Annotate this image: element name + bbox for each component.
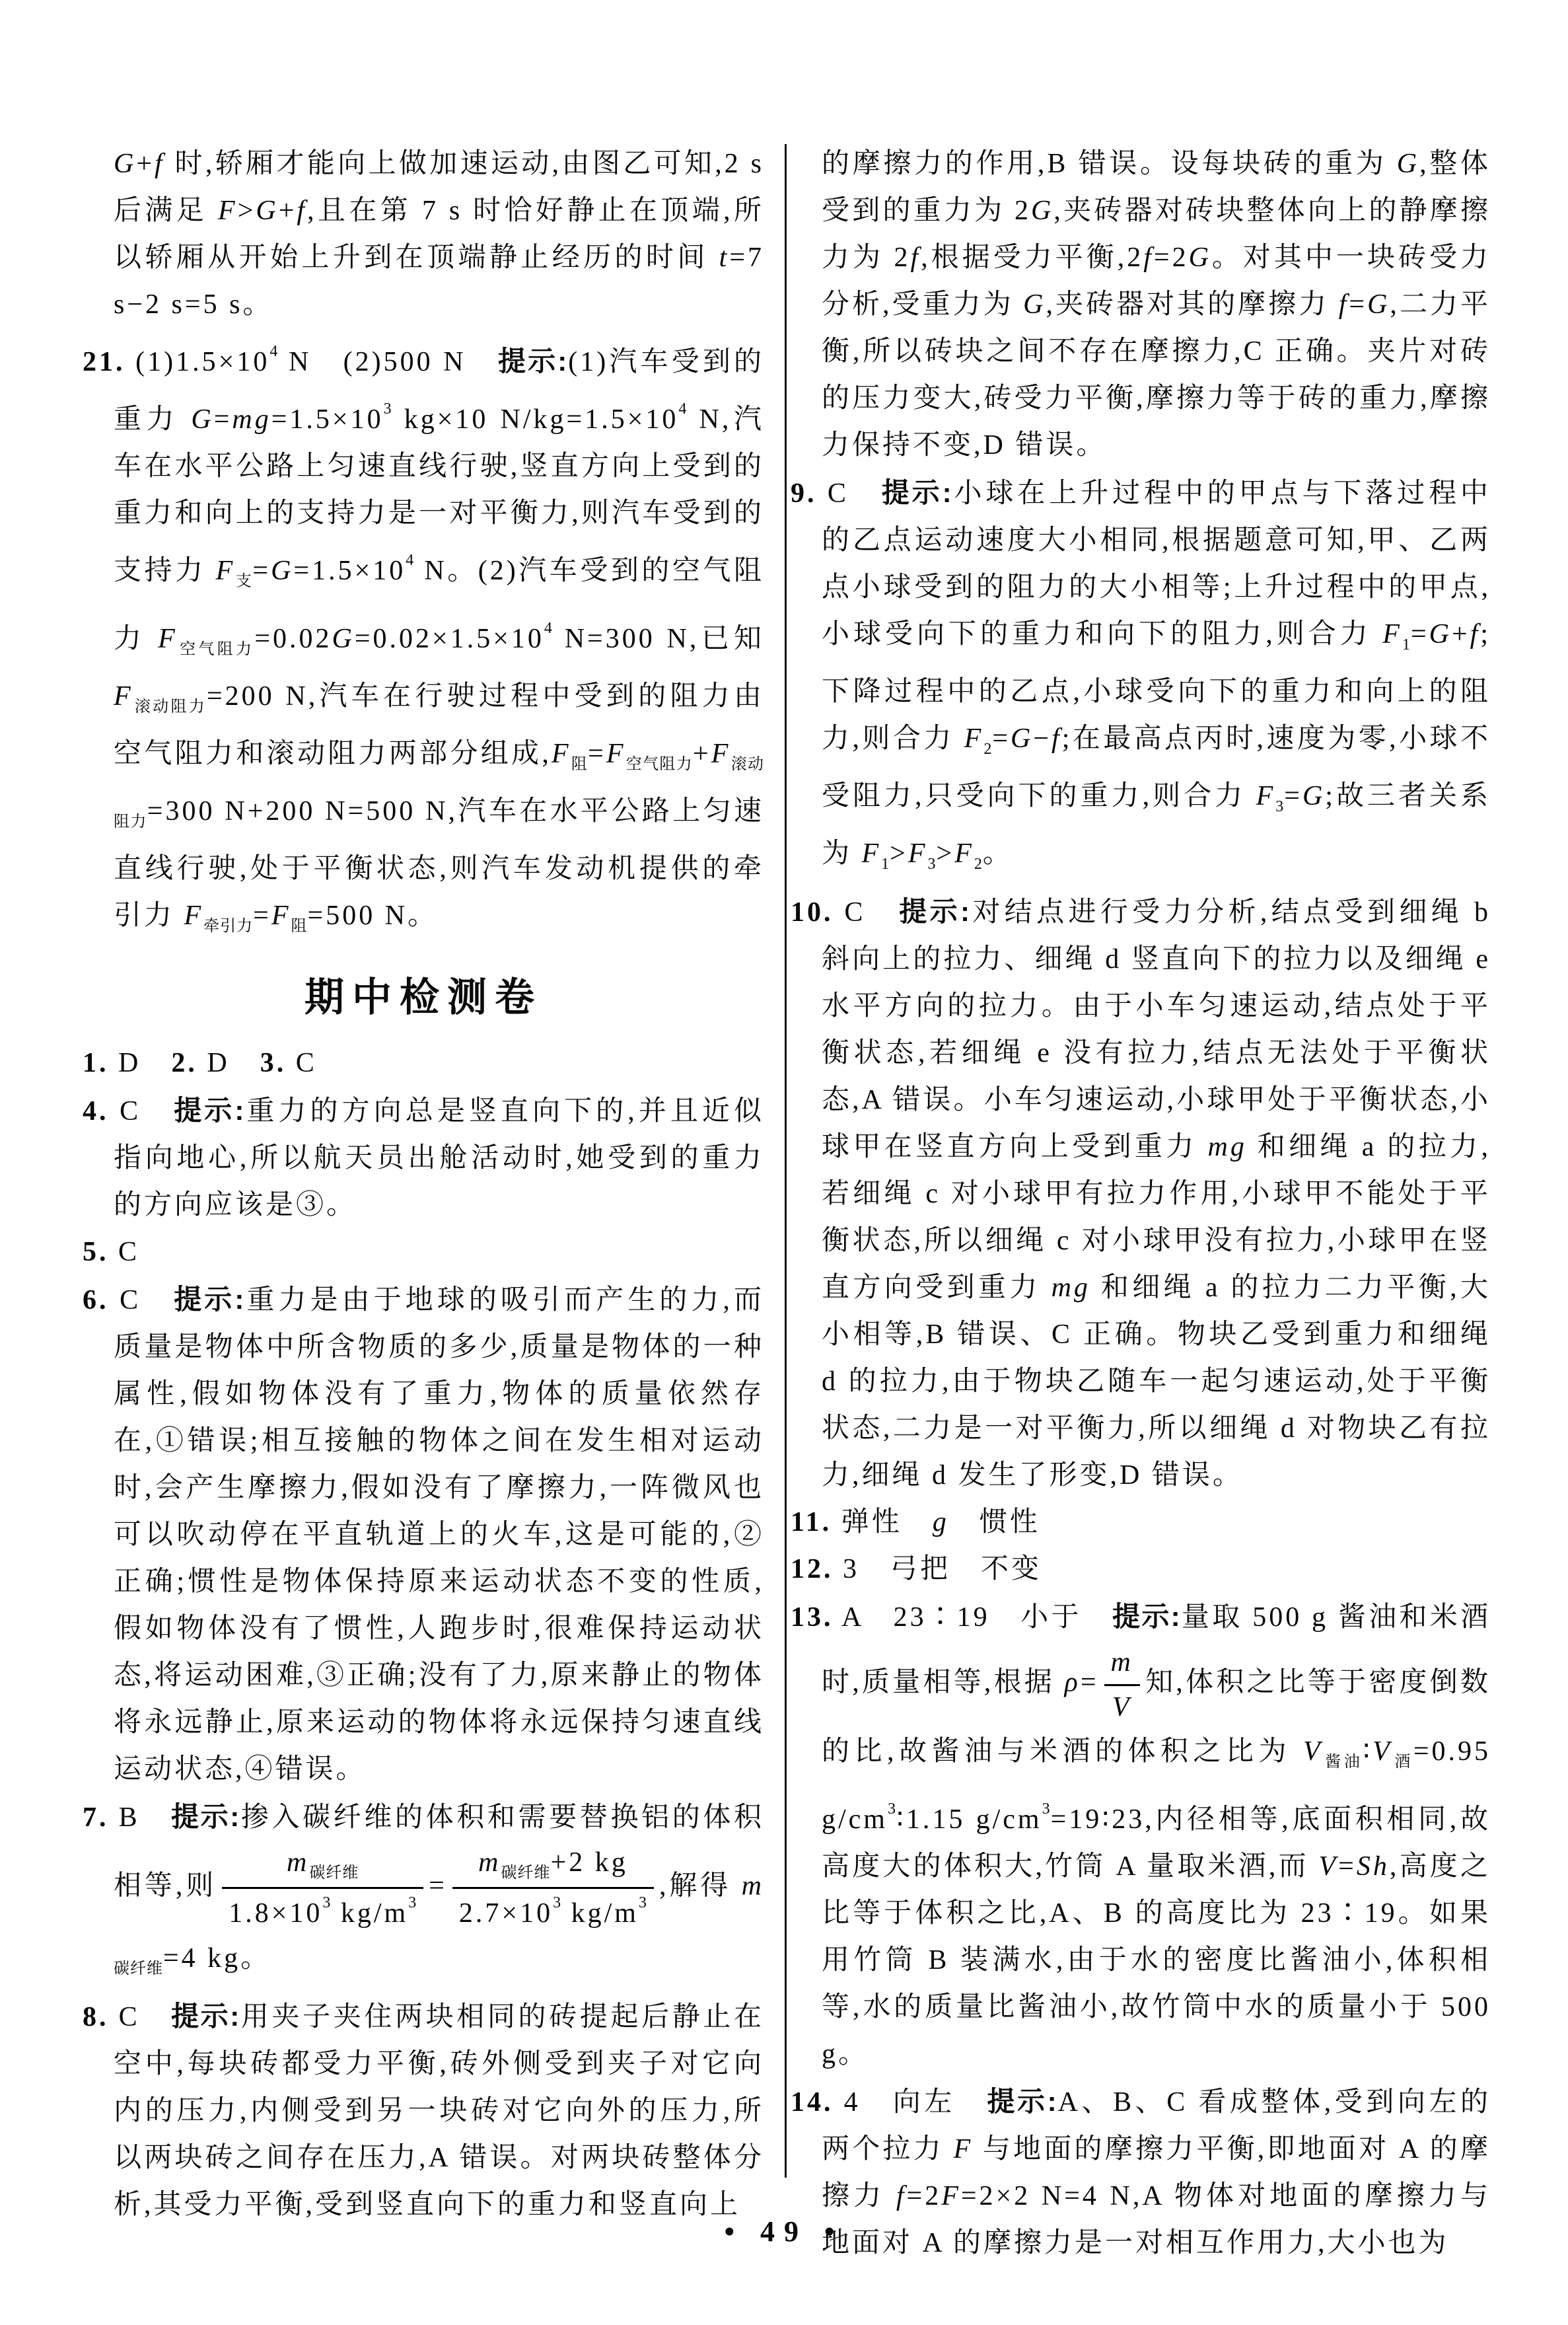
- text-run: >: [936, 838, 955, 869]
- math-variable: f: [896, 2181, 907, 2211]
- item-number: 9.: [791, 478, 817, 509]
- text-run: 和细绳 a 的拉力,若细绳 c 对小球甲有拉力作用,小球甲不能处于平衡状态,所以细绳 c 对小球甲没有拉力,小球甲在竖直方向受到重力: [822, 1132, 1491, 1303]
- math-variable: F: [606, 739, 626, 769]
- math-variable: mg: [232, 404, 271, 435]
- subscript: 1: [1402, 636, 1411, 653]
- subscript: 牵引力: [203, 918, 254, 935]
- subscript: 3: [1275, 798, 1285, 815]
- text-run: +: [1451, 619, 1470, 649]
- text-run: ,根据受力平衡,2: [921, 242, 1144, 273]
- hint-label: 提示:: [987, 2086, 1058, 2117]
- text-run: =: [1080, 1667, 1099, 1698]
- hint-label: 提示:: [899, 896, 971, 927]
- text-run: +2 kg: [550, 1847, 628, 1878]
- left-column: [83, 141, 764, 2229]
- superscript: 3: [887, 1800, 896, 1818]
- subscript: 酒: [1392, 1753, 1413, 1771]
- math-variable: f: [1338, 289, 1349, 320]
- math-variable: m: [741, 1870, 764, 1901]
- text-run: ∶1.15 g/cm: [896, 1804, 1042, 1835]
- text-run: C: [120, 1285, 174, 1315]
- math-variable: V: [1303, 1736, 1323, 1767]
- text-run: kg/m: [331, 1898, 409, 1929]
- hint-label: 提示:: [497, 346, 569, 377]
- answer-item: [83, 1087, 764, 1229]
- text-run: =: [213, 404, 232, 435]
- text-run: (1)汽车受到的重力: [114, 347, 765, 435]
- math-variable: m: [1110, 1647, 1133, 1678]
- math-variable: F: [861, 838, 882, 869]
- math-variable: V: [1318, 1851, 1339, 1882]
- continuation-text: [791, 141, 1491, 469]
- math-variable: F: [964, 723, 984, 754]
- text-run: =200 N,汽车在行驶过程中受到的阻力由空气阻力和滚动阻力两部分组成,: [114, 681, 764, 769]
- text-run: ,夹砖器对砖块整体向上的静摩擦力为 2: [822, 196, 1491, 273]
- text-run: =: [429, 1870, 447, 1901]
- math-variable: V: [1372, 1736, 1392, 1767]
- math-variable: Sh: [1356, 1851, 1390, 1882]
- item-number: 21.: [83, 347, 125, 377]
- text-run: =: [252, 556, 271, 586]
- right-column: [791, 141, 1491, 2267]
- superscript: 3: [383, 400, 392, 418]
- hint-label: 提示:: [174, 1284, 246, 1315]
- superscript: 3: [1042, 1800, 1051, 1818]
- answer-item: [791, 888, 1491, 1499]
- fraction-numerator: [222, 1844, 423, 1889]
- text-run: N=300 N,已知: [552, 624, 764, 654]
- superscript: 3: [638, 1894, 647, 1911]
- subscript: 2: [983, 741, 993, 758]
- text-run: =2: [1153, 242, 1189, 273]
- superscript: 3: [553, 1894, 562, 1911]
- text-run: ,且在第 7 s 时恰好静止在顶端,所以轿厢从开始上升到在顶端静止经历的时间: [114, 196, 764, 273]
- text-run: =0.02: [254, 624, 332, 654]
- math-variable: G: [114, 149, 137, 179]
- answer-item: [83, 328, 764, 950]
- math-variable: mg: [1051, 1273, 1090, 1303]
- answer-item: [791, 1593, 1491, 2078]
- text-run: =: [253, 901, 271, 931]
- text-run: 的摩擦力的作用,B 错误。设每块砖的重为: [822, 149, 1397, 179]
- subscript: 碳纤维: [501, 1864, 551, 1882]
- text-run: ,二力平衡,所以砖块之间不存在摩擦力,C 正确。夹片对砖的压力变大,砖受力平衡,摩擦力等于砖的重力,摩擦力保持不变,D 错误。: [822, 289, 1491, 461]
- math-variable: F: [271, 901, 291, 931]
- text-run: C: [827, 478, 882, 509]
- answer-item: [83, 1040, 764, 1087]
- answer-item: [83, 1793, 764, 1993]
- bold-number: 2.: [171, 1048, 197, 1078]
- math-variable: G: [332, 624, 355, 654]
- math-variable: G: [256, 196, 279, 226]
- text-run: =7 s−2 s=5 s。: [114, 242, 764, 320]
- text-run: ,夹砖器对其的摩擦力: [1046, 289, 1339, 320]
- text-run: kg/m: [561, 1898, 639, 1929]
- fraction-numerator: [452, 1844, 654, 1889]
- text-run: B: [118, 1802, 171, 1833]
- text-run: 。对其中一块砖受力分析,受重力为: [822, 242, 1491, 320]
- item-number: 12.: [791, 1554, 834, 1584]
- text-run: −: [1033, 723, 1052, 754]
- math-variable: f: [910, 242, 921, 273]
- text-run: >: [890, 838, 908, 869]
- text-run: =4 kg。: [163, 1942, 271, 1974]
- fraction: [1104, 1644, 1140, 1726]
- column-divider: [785, 144, 787, 2178]
- math-variable: V: [1112, 1691, 1132, 1722]
- text-run: 3 弓把 不变: [843, 1554, 1042, 1584]
- math-variable: G: [191, 404, 214, 435]
- math-variable: F: [908, 838, 928, 869]
- math-variable: F: [954, 838, 974, 869]
- item-number: 1.: [83, 1048, 109, 1078]
- text-run: >: [237, 196, 256, 226]
- math-variable: F: [158, 624, 178, 654]
- text-run: C: [118, 1237, 140, 1267]
- text-run: =2×2 N=4 N,A 物体对地面的摩擦力与地面对 A 的摩擦力是一对相互作用力,大小也为: [822, 2181, 1491, 2258]
- subscript: 阻: [291, 918, 308, 935]
- hint-label: 提示:: [170, 1801, 241, 1832]
- text-run: 与地面的摩擦力平衡,即地面对 A 的摩擦力: [822, 2134, 1491, 2211]
- math-variable: G: [1302, 781, 1326, 811]
- fraction-denominator: [452, 1889, 654, 1933]
- text-run: 1.8×10: [229, 1898, 323, 1929]
- answer-item: [791, 1546, 1491, 1593]
- superscript: 4: [678, 400, 688, 418]
- math-variable: F: [218, 196, 238, 226]
- text-run: N (2)500 N: [278, 347, 498, 377]
- page-number: • 49 •: [724, 2215, 844, 2248]
- answer-item: [83, 1229, 764, 1276]
- math-variable: G: [1367, 289, 1390, 320]
- item-number: 5.: [83, 1237, 109, 1267]
- text-run: C: [118, 2001, 171, 2032]
- item-number: 6.: [83, 1285, 109, 1315]
- text-run: =1.5×10: [293, 556, 406, 586]
- subscript: 3: [927, 856, 937, 873]
- text-run: =19∶23,内径相等,底面积相同,故高度大的体积大,竹筒 A 量取米酒,而: [822, 1804, 1491, 1882]
- continuation-text: [83, 141, 764, 328]
- bold-number: 3.: [260, 1048, 287, 1078]
- answer-item: [791, 469, 1491, 888]
- text-run: N。(2)汽车受到的空气阻力: [114, 556, 764, 654]
- item-number: 8.: [83, 2001, 109, 2032]
- item-number: 7.: [83, 1802, 109, 1833]
- hint-label: 提示:: [881, 477, 953, 508]
- superscript: 4: [406, 552, 415, 569]
- subscript: 碳纤维: [309, 1864, 359, 1882]
- text-run: =300 N+200 N=500 N,汽车在水平公路上匀速直线行驶,处于平衡状态,则汽车发动机提供的牵引力: [114, 796, 764, 931]
- text-run: 和细绳 a 的拉力二力平衡,大小相等,B 错误、C 正确。物块乙受到重力和细绳 d 的拉力,由于物块乙随车一起匀速运动,处于平衡状态,二力是一对平衡力,所以细绳 d 对物块乙有拉力,细绳 d 发生了形变,D 错误。: [822, 1273, 1491, 1491]
- text-run: A、B、C 看成整体,受到向左的两个拉力: [822, 2087, 1491, 2164]
- text-run: C: [286, 1048, 317, 1078]
- text-run: ;故三者关系为: [822, 781, 1491, 869]
- text-run: N,汽车在水平公路上匀速直线行驶,竖直方向上受到的重力和向上的支持力是一对平衡力,则汽车受到的支持力: [114, 404, 764, 586]
- text-run: D: [118, 1048, 172, 1078]
- math-variable: m: [478, 1847, 501, 1878]
- text-run: 掺入碳纤维的体积和需要替换铝的体积相等,则: [114, 1802, 764, 1901]
- math-variable: F: [1256, 781, 1276, 811]
- text-run: +: [693, 739, 711, 769]
- text-run: 4 向左: [843, 2087, 987, 2118]
- math-variable: mg: [1207, 1132, 1247, 1162]
- text-run: =: [1410, 619, 1429, 649]
- text-run: 小球在上升过程中的甲点与下落过程中的乙点运动速度大小相同,根据题意可知,甲、乙两点小球受到的阻力的大小相等;上升过程中的甲点,小球受向下的重力和向下的阻力,则合力: [822, 478, 1491, 649]
- text-run: =1.5×10: [271, 404, 384, 435]
- math-variable: ρ: [1064, 1667, 1081, 1698]
- text-run: =: [992, 723, 1011, 754]
- item-number: 14.: [791, 2087, 834, 2118]
- text-run: ∶: [1363, 1736, 1373, 1767]
- answer-item: [83, 1993, 764, 2229]
- text-run: 时,轿厢才能向上做加速运动,由图乙可知,2 s 后满足: [114, 149, 764, 226]
- math-variable: F: [215, 556, 236, 586]
- fraction: [222, 1844, 423, 1933]
- text-run: =2: [906, 2181, 942, 2211]
- subscript: 酱油: [1322, 1753, 1363, 1771]
- hint-label: 提示:: [174, 1095, 246, 1126]
- section-heading: 期中检测卷: [304, 975, 542, 1019]
- subscript: 空气阻力: [177, 641, 255, 658]
- text-run: =: [1338, 1851, 1357, 1882]
- superscript: 4: [269, 343, 279, 360]
- superscript: 3: [322, 1894, 332, 1911]
- subscript: 支: [235, 573, 253, 590]
- math-variable: F: [551, 739, 571, 769]
- hint-label: 提示:: [170, 2000, 241, 2032]
- math-variable: G: [1188, 242, 1211, 273]
- math-variable: G: [271, 556, 294, 586]
- subscript: 2: [974, 856, 983, 873]
- hint-label: 提示:: [1112, 1601, 1182, 1632]
- text-run: C: [844, 897, 900, 928]
- superscript: 3: [408, 1894, 417, 1911]
- math-variable: F: [114, 681, 133, 712]
- math-variable: f: [1143, 242, 1154, 273]
- text-run: 对结点进行受力分析,结点受到细绳 b 斜向上的拉力、细绳 d 竖直向下的拉力以及细绳 e 水平方向的拉力。由于小车匀速运动,结点处于平衡状态,若细绳 e 没有拉力,结点无法处于平衡状态,A 错误。小车匀速运动,小球甲处于平衡状态,小球甲在竖直方向上受到重力: [822, 897, 1491, 1162]
- math-variable: G: [1396, 149, 1420, 179]
- fraction-denominator: [1104, 1686, 1140, 1726]
- math-variable: f: [1470, 619, 1481, 649]
- text-run: (1)1.5×10: [135, 347, 270, 377]
- math-variable: F: [711, 739, 731, 769]
- subscript: 碳纤维: [114, 1960, 163, 1977]
- math-variable: G: [1031, 196, 1054, 226]
- item-number: 4.: [83, 1096, 109, 1126]
- text-run: ,整体受到的重力为 2: [822, 149, 1491, 226]
- math-variable: G: [1011, 723, 1034, 754]
- text-run: +: [136, 149, 155, 179]
- math-variable: F: [953, 2134, 974, 2164]
- math-variable: F: [1382, 619, 1402, 649]
- subscript: 空气阻力: [625, 756, 694, 773]
- text-run: 2.7×10: [458, 1898, 553, 1929]
- answer-item: [83, 1276, 764, 1793]
- item-number: 13.: [791, 1602, 834, 1633]
- math-variable: g: [932, 1507, 949, 1537]
- subscript: 阻: [571, 756, 588, 773]
- superscript: 4: [544, 620, 553, 637]
- item-number: 11.: [791, 1507, 832, 1537]
- text-run: C: [120, 1096, 174, 1126]
- text-run: kg×10 N/kg=1.5×10: [392, 404, 679, 435]
- text-run: =0.95 g/cm: [822, 1736, 1491, 1835]
- math-variable: f: [297, 196, 308, 226]
- math-variable: f: [155, 149, 165, 179]
- text-run: +: [278, 196, 297, 226]
- fraction-numerator: [1104, 1644, 1140, 1686]
- math-variable: G: [1023, 289, 1046, 320]
- text-run: =: [588, 739, 606, 769]
- math-variable: t: [719, 242, 730, 273]
- text-run: 重力的方向总是竖直向下的,并且近似指向地心,所以航天员出舱活动时,她受到的重力的方向应该是③。: [114, 1096, 764, 1220]
- text-run: =: [1284, 781, 1302, 811]
- subscript: 滚动阻力: [133, 698, 207, 716]
- text-run: ,高度之比等于体积之比,A、B 的高度比为 23∶19。如果用竹筒 B 装满水,由于水的密度比酱油小,体积相等,水的质量比酱油小,故竹筒中水的质量小于 500 g。: [822, 1851, 1491, 2069]
- math-variable: F: [941, 2181, 961, 2211]
- fraction: [452, 1844, 654, 1933]
- subscript: 滚动阻力: [114, 756, 765, 830]
- text-run: =0.02×1.5×10: [354, 624, 544, 654]
- text-run: 。: [982, 838, 1013, 869]
- text-run: ,解得: [659, 1870, 742, 1901]
- math-variable: G: [1429, 619, 1452, 649]
- math-variable: m: [287, 1847, 310, 1878]
- text-run: =500 N。: [307, 901, 439, 931]
- answer-item: [791, 1499, 1491, 1546]
- item-number: 10.: [791, 897, 834, 928]
- text-run: 知,体积之比等于密度倒数的比,故酱油与米酒的体积之比为: [822, 1667, 1491, 1767]
- text-run: 惯性: [948, 1507, 1040, 1537]
- math-variable: F: [184, 901, 204, 931]
- text-run: A 23∶19 小于: [841, 1602, 1113, 1633]
- text-run: 用夹子夹住两块相同的砖提起后静止在空中,每块砖都受力平衡,砖外侧受到夹子对它向内的压力,内侧受到另一块砖对它向外的压力,所以两块砖之间存在压力,A 错误。对两块砖整体分析,其受力平衡,受到竖直向下的重力和竖直向上: [114, 2001, 764, 2220]
- text-run: D: [197, 1048, 260, 1078]
- text-run: =: [1349, 289, 1368, 320]
- text-run: 弹性: [841, 1507, 933, 1537]
- text-run: ;下降过程中的乙点,小球受向下的重力和向上的阻力,则合力: [822, 619, 1491, 754]
- text-run: 量取 500 g 酱油和米酒时,质量相等,根据: [822, 1602, 1491, 1698]
- fraction-denominator: [222, 1889, 423, 1933]
- math-variable: f: [1051, 723, 1062, 754]
- text-run: 重力是由于地球的吸引而产生的力,而质量是物体中所含物质的多少,质量是物体的一种属性,假如物体没有了重力,物体的质量依然存在,①错误;相互接触的物体之间在发生相对运动时,会产生摩擦力,假如没有了摩擦力,一阵微风也可以吹动停在平直轨道上的火车,这是可能的,②正确;惯性是物体保持原来运动状态不变的性质,假如物体没有了惯性,人跑步时,很难保持运动状态,将运动困难,③正确;没有了力,原来静止的物体将永远静止,原来运动的物体将永远保持匀速直线运动状态,④错误。: [114, 1285, 764, 1785]
- text-run: ;在最高点丙时,速度为零,小球不受阻力,只受向下的重力,则合力: [822, 723, 1491, 811]
- subscript: 1: [881, 856, 890, 873]
